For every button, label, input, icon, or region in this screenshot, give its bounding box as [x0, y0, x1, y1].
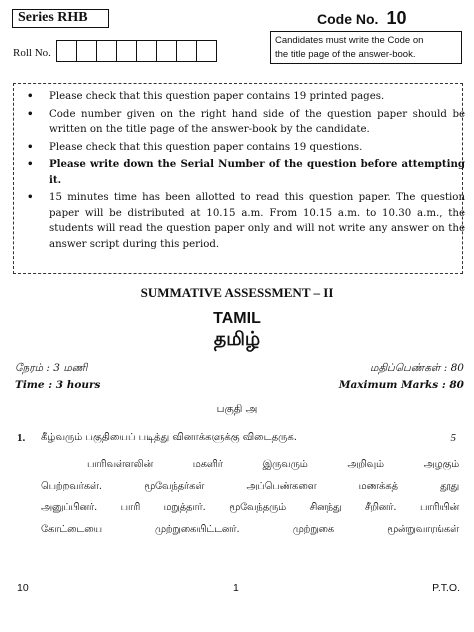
roll-box — [136, 40, 157, 62]
passage-line: பெற்றவர்கள். மூவேந்தர்கள் அப்பெண்களை மணக்கத் தூது — [41, 480, 459, 492]
bullet-icon: • — [27, 140, 34, 153]
roll-box — [176, 40, 197, 62]
marks-tamil-label: மதிப்பெண்கள் : — [370, 362, 448, 374]
roll-box — [96, 40, 117, 62]
roll-box — [116, 40, 137, 62]
code-label-text: Code No. — [317, 11, 379, 27]
code-note-line: Candidates must write the Code on — [275, 35, 424, 46]
roll-box — [196, 40, 217, 62]
question-passage — [41, 454, 459, 540]
subject-title-tamil: தமிழ் — [213, 328, 261, 350]
assessment-title: SUMMATIVE ASSESSMENT – II — [140, 285, 334, 300]
code-value: 10 — [386, 8, 407, 28]
code-note-box — [270, 31, 462, 64]
roll-box — [56, 40, 77, 62]
time-tamil-label: நேரம் : — [15, 362, 50, 374]
instruction-text: Code number given on the right hand side of the question paper should be written on the title page of the answer-book by the candidate. — [49, 108, 465, 135]
series-label: Series RHB — [12, 9, 109, 28]
instruction-item — [27, 157, 465, 188]
roll-number-label: Roll No. — [13, 47, 51, 59]
question-marks: 5 — [450, 432, 456, 444]
code-note-line: the title page of the answer-book. — [275, 49, 416, 60]
marks-english-value: 80 — [449, 379, 464, 391]
footer-code: 10 — [17, 582, 29, 594]
instruction-item — [27, 107, 465, 138]
passage-line: கோட்டையை முற்றுகையிட்டனர். முற்றுகை மூன்றுவாரங்கள் — [41, 523, 459, 535]
subject-title: TAMIL — [213, 310, 261, 327]
instructions-list — [27, 89, 465, 254]
time-tamil-value: 3 மணி — [53, 362, 88, 374]
page-number: 1 — [233, 582, 239, 594]
instruction-item — [27, 89, 465, 105]
passage-line: பாரிவள்ளலின் மகளிர் இருவரும் அறிவும் அழகும் — [87, 459, 459, 470]
bullet-icon: • — [27, 191, 34, 203]
instruction-text: Please check that this question paper contains 19 questions. — [49, 141, 363, 153]
marks-tamil — [370, 362, 464, 375]
pto-label: P.T.O. — [432, 582, 460, 594]
marks-english — [339, 379, 464, 391]
question-text: கீழ்வரும் பகுதியைப் படித்து வினாக்களுக்கு விடைதருக. — [41, 432, 297, 443]
marks-tamil-value: 80 — [450, 362, 464, 374]
bullet-icon: • — [27, 90, 34, 102]
part-heading: பகுதி அ — [216, 403, 258, 415]
bullet-icon: • — [27, 107, 34, 120]
question-number: 1. — [17, 432, 26, 444]
instruction-text: 15 minutes time has been allotted to read this question paper. The question paper will be distributed at 10.15 a.m. From 10.15 a.m. to 10.30 a.m., the students will read the question paper only and will not write any answer on the answer script during this period. — [49, 192, 465, 250]
time-english — [15, 379, 100, 391]
roll-box — [156, 40, 177, 62]
instruction-text: Please write down the Serial Number of the question before attempting it. — [49, 158, 465, 186]
roll-box — [76, 40, 97, 62]
roll-number-boxes — [57, 40, 217, 62]
instruction-item — [27, 190, 465, 252]
instruction-text: Please check that this question paper contains 19 printed pages. — [49, 91, 385, 102]
instruction-item — [27, 140, 465, 156]
code-number — [317, 9, 406, 28]
time-english-value: 3 hours — [55, 379, 101, 391]
passage-line: அனுப்பினர். பாரி மறுத்தார். மூவேந்தரும் சினந்து சீறினர். பாரியின் — [41, 502, 459, 513]
bullet-icon: • — [27, 158, 34, 170]
time-english-label: Time : — [15, 379, 53, 391]
time-tamil — [15, 362, 87, 375]
marks-english-label: Maximum Marks : — [338, 379, 446, 391]
